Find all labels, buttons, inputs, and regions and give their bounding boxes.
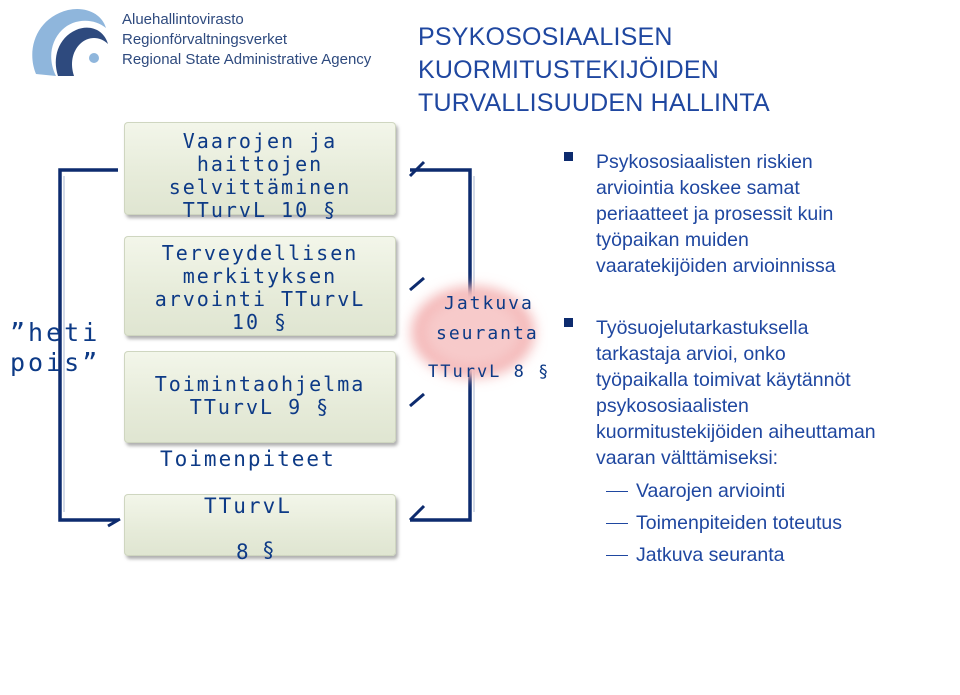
flow-step-hazard-identification: [124, 122, 396, 222]
sub-bullet-item: [606, 511, 842, 536]
step2-line-1: Terveydellisen: [161, 241, 359, 265]
bullet2-line-5: kuormitustekijöiden aiheuttaman: [596, 421, 876, 443]
step1-line-2: haittojen: [196, 152, 324, 176]
step2-line-3: arvointi TTurvL: [154, 287, 366, 311]
step2-line-2: merkityksen: [182, 264, 338, 288]
monitoring-line-2: seuranta: [436, 323, 539, 344]
immediate-label-line-2: pois”: [10, 348, 101, 377]
step3-line-2: TTurvL 9 §: [189, 395, 331, 419]
page-title-line-2: KUORMITUSTEKIJÖIDEN: [418, 56, 720, 84]
bullet2-line-1: Työsuojelutarkastuksella: [596, 317, 809, 339]
flow-step-measures-law: TTurvL: [204, 494, 292, 518]
bullet1-line-4: työpaikan muiden: [596, 229, 749, 251]
bullet2-line-3: työpaikalla toimivat käytännöt: [596, 369, 851, 391]
bullet1-line-5: vaaratekijöiden arvioinnissa: [596, 255, 836, 277]
bullet2-line-4: psykososiaalisten: [596, 395, 749, 417]
immediate-label-line-1: ”heti: [10, 318, 101, 347]
sub-bullet-item: [606, 543, 785, 568]
step1-line-1: Vaarojen ja: [182, 129, 338, 153]
flow-step-health-assessment: [124, 236, 396, 336]
logo-text-en: Regional State Administrative Agency: [122, 51, 372, 68]
step2-line-4: 10 §: [231, 310, 289, 334]
sub-bullet-item: [606, 479, 785, 504]
page-title-line-1: PSYKOSOSIAALISEN: [418, 23, 673, 51]
bullet1-line-3: periaatteet ja prosessit kuin: [596, 203, 834, 225]
bullet2-line-2: tarkastaja arvioi, onko: [596, 343, 786, 365]
bullet-square-icon: [564, 152, 573, 161]
bullet1-line-2: arviointia koskee samat: [596, 177, 800, 199]
flow-step-measures-label: Toimenpiteet: [160, 447, 336, 471]
step1-line-4: TTurvL 10 §: [182, 198, 338, 222]
step3-line-1: Toimintaohjelma: [154, 372, 366, 396]
sub-bullet-text: Jatkuva seuranta: [636, 544, 785, 566]
logo-text-fi: Aluehallintovirasto: [122, 11, 244, 28]
flow-step-measures-section-sign: §: [262, 538, 277, 562]
step1-line-3: selvittäminen: [168, 175, 352, 199]
sub-bullet-text: Vaarojen arviointi: [636, 480, 786, 502]
flow-step-measures-number: 8: [236, 540, 251, 564]
page-title-line-3: TURVALLISUUDEN HALLINTA: [418, 89, 770, 117]
logo-text-sv: Regionförvaltningsverket: [122, 31, 288, 48]
bullet2-line-6: vaaran välttämiseksi:: [596, 447, 779, 469]
bullet1-line-1: Psykososiaalisten riskien: [596, 151, 813, 173]
monitoring-line-3: TTurvL 8 §: [428, 362, 551, 382]
flow-step-action-plan: [124, 351, 396, 443]
monitoring-line-1: Jatkuva: [444, 293, 534, 314]
bullet-square-icon: [564, 318, 573, 327]
sub-bullet-text: Toimenpiteiden toteutus: [636, 512, 842, 534]
